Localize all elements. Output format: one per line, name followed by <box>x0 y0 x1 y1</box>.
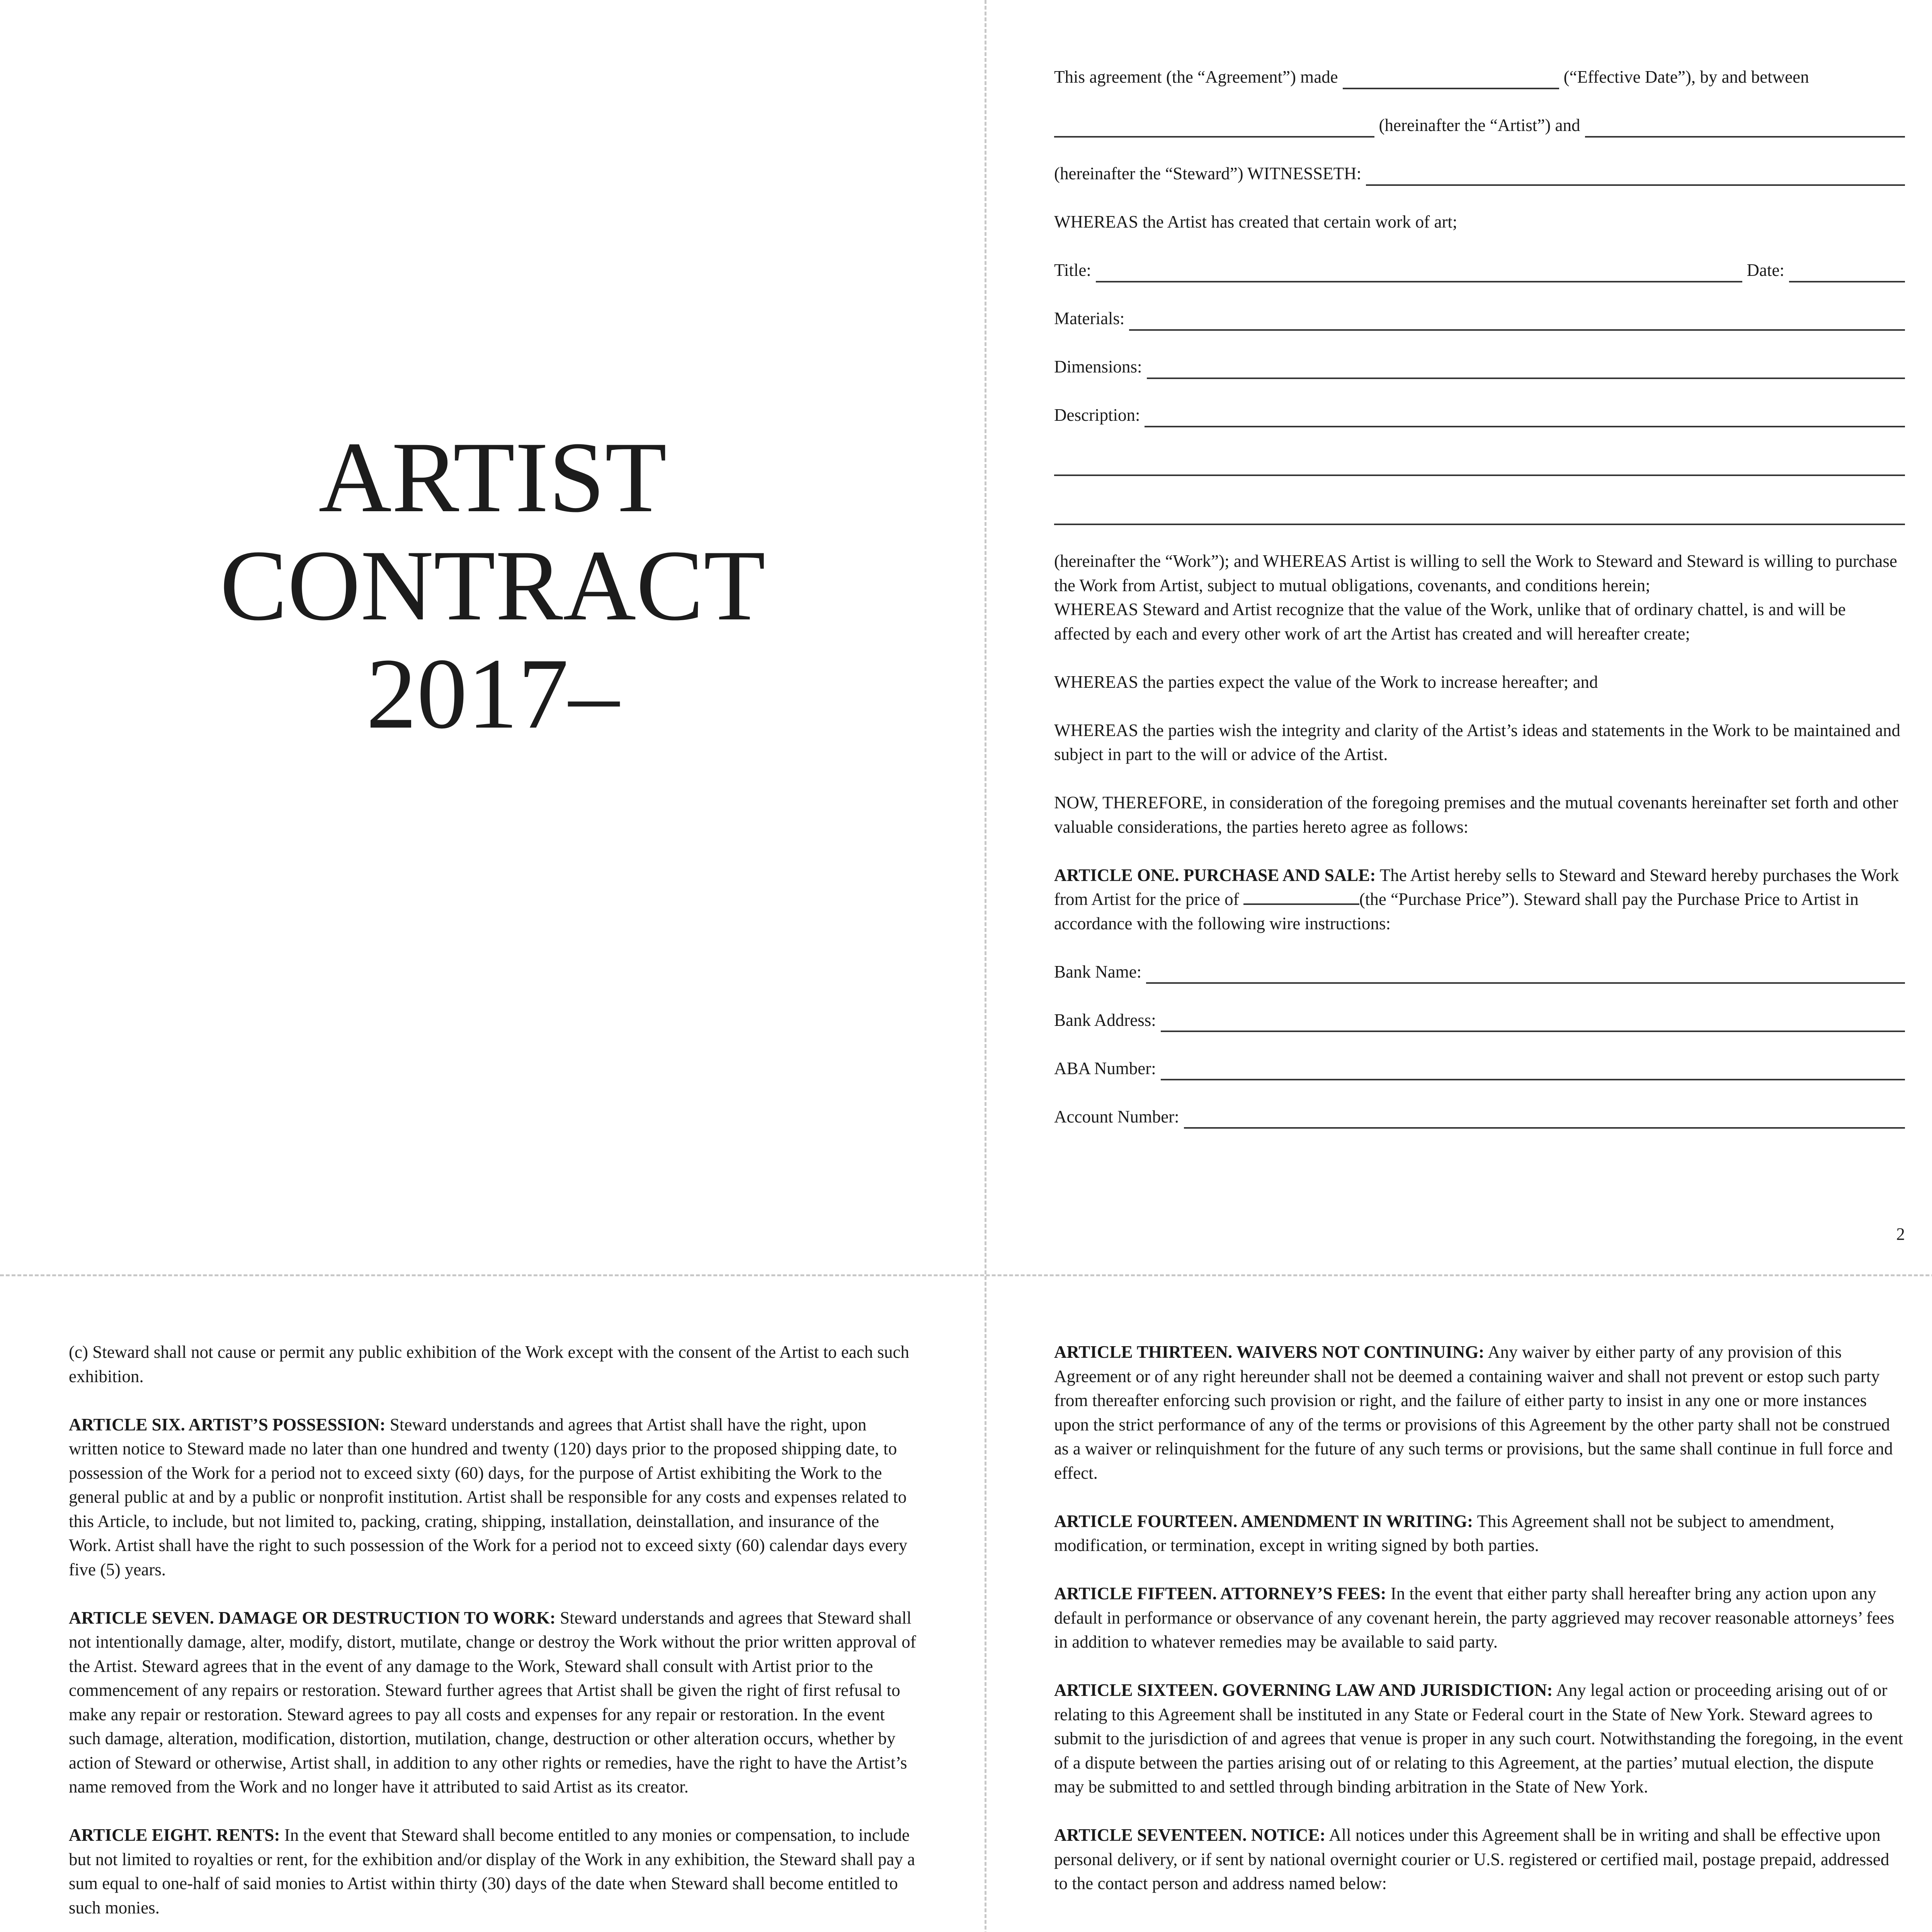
witnesseth-blank[interactable] <box>1366 167 1905 186</box>
bank-name-line: Bank Name: <box>1054 960 1905 984</box>
date-field[interactable] <box>1789 264 1905 282</box>
article-eight-heading: ARTICLE EIGHT. RENTS: <box>69 1825 280 1845</box>
steward-name-blank[interactable] <box>1585 119 1905 138</box>
article-seven: ARTICLE SEVEN. DAMAGE OR DESTRUCTION TO WORK: Steward understands and agrees that Steward shall not intentionally damage, alter, modify, distort, mutilate, change or destroy the Work without the prior written approval of the Artist. Steward agrees that in the event of any damage to the Work, Steward shall consult with Artist prior to the commencement of any repairs or restoration. Steward further agrees that Artist shall be given the right of first refusal to make any repair or restoration. Steward agrees to pay all costs and expenses for any repair or restoration. In the event such damage, alteration, modification, distortion, mutilation, change, destruction or other alteration occurs, whether by action of Steward or otherwise, Artist shall, in addition to any other rights or remedies, have the right to have the Artist’s name removed from the Work and no longer have it attributed to said Artist as its creator. <box>69 1608 916 1796</box>
article-sixteen-heading: ARTICLE SIXTEEN. GOVERNING LAW AND JURISDICTION: <box>1054 1680 1553 1700</box>
aba-number-field[interactable] <box>1161 1062 1905 1080</box>
contract-title <box>0 423 985 748</box>
whereas-created: WHEREAS the Artist has created that certain work of art; <box>1054 212 1458 231</box>
materials-field[interactable] <box>1129 312 1905 331</box>
article-thirteen-heading: ARTICLE THIRTEEN. WAIVERS NOT CONTINUING: <box>1054 1342 1485 1362</box>
whereas-value: WHEREAS Steward and Artist recognize that the value of the Work, unlike that of ordinary chattel, is and will be affected by each and every other work of art the Artist has created and will hereafter create; <box>1054 600 1846 643</box>
page-number: 2 <box>1896 1224 1905 1244</box>
article-seventeen: ARTICLE SEVENTEEN. NOTICE: All notices under this Agreement shall be in writing and shall be effective upon personal delivery, or if sent by national overnight courier or U.S. registered or certified mail, postage prepaid, addressed to the contact person and address named below: <box>1054 1825 1889 1893</box>
work-paragraph: (hereinafter the “Work”); and WHEREAS Artist is willing to sell the Work to Steward and Steward is willing to purchase the Work from Artist, subject to mutual obligations, covenants, and conditions herein; <box>1054 551 1897 595</box>
bank-address-line: Bank Address: <box>1054 1008 1905 1032</box>
dimensions-line: Dimensions: <box>1054 355 1905 379</box>
article-fifteen-heading: ARTICLE FIFTEEN. ATTORNEY’S FEES: <box>1054 1584 1386 1603</box>
effective-date-line: This agreement (the “Agreement”) made (“Effective Date”), by and between <box>1054 65 1905 89</box>
description-field[interactable] <box>1145 409 1905 427</box>
artist-name-blank[interactable] <box>1054 119 1374 138</box>
whereas-expect: WHEREAS the parties expect the value of the Work to increase hereafter; and <box>1054 672 1598 692</box>
description-extra-line-2[interactable] <box>1054 500 1905 525</box>
now-therefore: NOW, THEREFORE, in consideration of the foregoing premises and the mutual covenants hereinafter set forth and other valuable considerations, the parties hereto agree as follows: <box>1054 793 1898 837</box>
article-fourteen: ARTICLE FOURTEEN. AMENDMENT IN WRITING: This Agreement shall not be subject to amendment, modification, or termination, except in writing signed by both parties. <box>1054 1511 1835 1555</box>
parties-line: (hereinafter the “Artist”) and <box>1054 113 1905 138</box>
article-thirteen: ARTICLE THIRTEEN. WAIVERS NOT CONTINUING: Any waiver by either party of any provision of this Agreement or of any right hereunder shall not be deemed a containing waiver and shall not prevent or estop such party from thereafter enforcing such provision or right, and the failure of either party to insist in any one or more instances upon the strict performance of any of the terms or provisions of this Agreement by the other party shall not be construed as a waiver or relinquishment for the future of any such terms or provisions, but the same shall continue in full force and effect. <box>1054 1342 1893 1483</box>
title-line-3: 2017– <box>366 638 619 750</box>
article-seventeen-heading: ARTICLE SEVENTEEN. NOTICE: <box>1054 1825 1326 1845</box>
article-eight: ARTICLE EIGHT. RENTS: In the event that Steward shall become entitled to any monies or compensation, to include but not limited to royalties or rent, for the exhibition and/or display of the Work in any exhibition, the Steward shall pay a sum equal to one-half of said monies to Artist within thirty (30) days of the date when Steward shall become entitled to such monies. <box>69 1825 915 1917</box>
whereas-integrity: WHEREAS the parties wish the integrity and clarity of the Artist’s ideas and statements in the Work to be maintained and subject in part to the will or advice of the Artist. <box>1054 720 1901 764</box>
account-number-line: Account Number: <box>1054 1105 1905 1129</box>
effective-date-blank[interactable] <box>1343 71 1559 89</box>
purchase-price-blank[interactable] <box>1243 889 1359 905</box>
article-six-heading: ARTICLE SIX. ARTIST’S POSSESSION: <box>69 1415 386 1434</box>
description-extra-line-1[interactable] <box>1054 451 1905 476</box>
title-date-line: Title: Date: <box>1054 258 1905 282</box>
article-six: ARTICLE SIX. ARTIST’S POSSESSION: Steward understands and agrees that Artist shall have the right, upon written notice to Steward made no later than one hundred and twenty (120) days prior to the proposed shipping date, to possession of the Work for a period not to exceed sixty (60) days, for the purpose of Artist exhibiting the Work to the general public at and by a public or nonprofit institution. Artist shall be responsible for any costs and expenses related to this Article, to include, but not limited to, packing, crating, shipping, installation, deinstallation, and insurance of the Work. Artist shall have the right to such possession of the Work for a period not to exceed sixty (60) calendar days every five (5) years. <box>69 1415 908 1579</box>
bank-address-field[interactable] <box>1161 1014 1905 1032</box>
title-line-2: CONTRACT <box>220 529 765 641</box>
article-one: ARTICLE ONE. PURCHASE AND SALE: The Artist hereby sells to Steward and Steward hereby purchases the Work from Artist for the price of (the “Purchase Price”). Steward shall pay the Purchase Price to Artist in accordance with the following wire instructions: <box>1054 865 1899 933</box>
aba-number-line: ABA Number: <box>1054 1056 1905 1081</box>
bank-name-field[interactable] <box>1146 965 1905 984</box>
title-field[interactable] <box>1096 264 1742 282</box>
article-sixteen: ARTICLE SIXTEEN. GOVERNING LAW AND JURISDICTION: Any legal action or proceeding arising out of or relating to this Agreement shall be instituted in any State or Federal court in the State of New York. Steward agrees to submit to the jurisdiction of and agrees that venue is proper in any such court. Notwithstanding the foregoing, in the event of a dispute between the parties arising out of or relating to this Agreement, at the parties’ mutual election, the dispute may be submitted to and settled through binding arbitration in the State of New York. <box>1054 1680 1903 1796</box>
article-one-heading: ARTICLE ONE. PURCHASE AND SALE: <box>1054 865 1376 885</box>
article-five-c: (c) Steward shall not cause or permit any public exhibition of the Work except with the consent of the Artist to each such exhibition. <box>69 1342 909 1386</box>
witnesseth-line: (hereinafter the “Steward”) WITNESSETH: <box>1054 162 1905 186</box>
account-number-field[interactable] <box>1184 1110 1905 1129</box>
article-fifteen: ARTICLE FIFTEEN. ATTORNEY’S FEES: In the event that either party shall hereafter bring any action upon any default in performance or observance of any covenant herein, the party aggrieved may recover reasonable attorneys’ fees in addition to whatever remedies may be available to said party. <box>1054 1584 1895 1651</box>
title-line-1: ARTIST <box>318 421 667 533</box>
dimensions-field[interactable] <box>1147 361 1905 379</box>
article-seven-heading: ARTICLE SEVEN. DAMAGE OR DESTRUCTION TO WORK: <box>69 1608 556 1628</box>
article-fourteen-heading: ARTICLE FOURTEEN. AMENDMENT IN WRITING: <box>1054 1511 1473 1531</box>
page-1-cover <box>0 0 985 1275</box>
page-2 <box>985 0 1932 1275</box>
page-5 <box>985 1275 1932 1932</box>
description-line: Description: <box>1054 403 1905 427</box>
materials-line: Materials: <box>1054 306 1905 331</box>
page-4 <box>0 1275 985 1932</box>
